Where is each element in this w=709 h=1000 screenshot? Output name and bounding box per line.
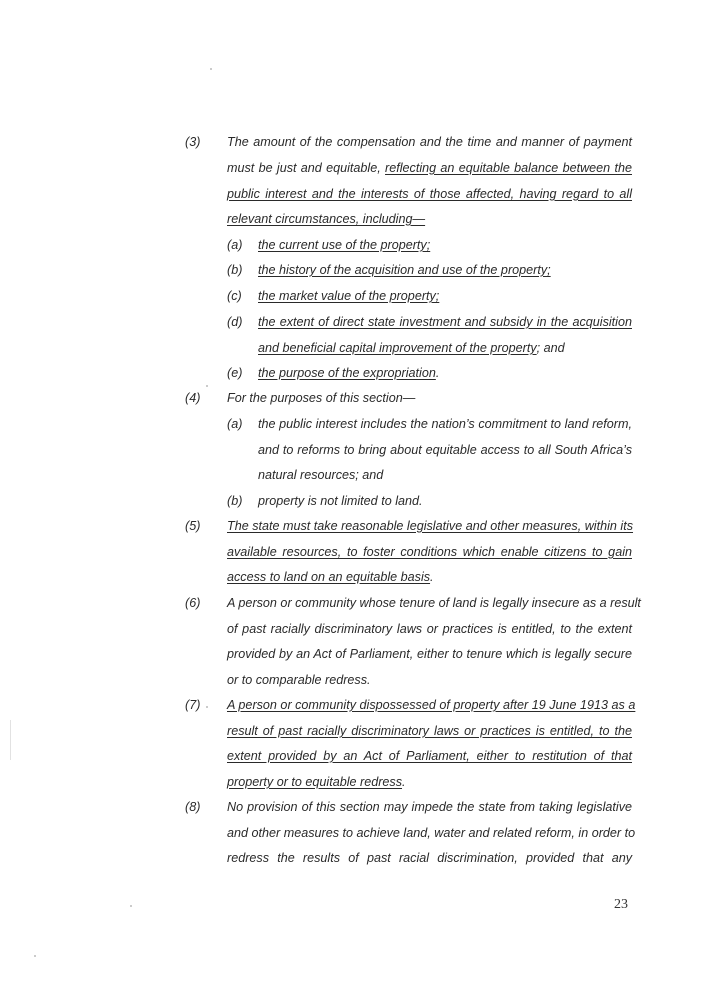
underlined-text: the market value of the property; xyxy=(258,289,440,303)
list-item: property is not limited to land. xyxy=(258,494,423,508)
item-marker: (a) xyxy=(227,417,243,431)
paragraph-line xyxy=(227,186,632,202)
item-marker: (b) xyxy=(227,494,243,508)
plain-text: ; and xyxy=(536,341,565,355)
underlined-text: the purpose of the expropriation xyxy=(258,366,436,380)
underlined-text: the current use of the property; xyxy=(258,238,431,252)
scan-speck xyxy=(130,905,132,907)
list-item: the public interest includes the nation’s commitment to land reform, xyxy=(258,417,632,431)
paragraph-line: redress the results of past racial discrimination, provided that any xyxy=(227,851,632,865)
paragraph-line: provided by an Act of Parliament, either to tenure which is legally secure xyxy=(227,647,632,661)
paragraph-line: A person or community whose tenure of land is legally insecure as a result xyxy=(227,596,641,610)
list-item xyxy=(258,314,632,330)
list-item-continuation: natural resources; and xyxy=(258,468,384,482)
section-number: (7) xyxy=(185,698,201,712)
plain-text: . xyxy=(435,366,440,380)
scan-speck xyxy=(206,385,208,387)
underlined-text: relevant circumstances, including— xyxy=(227,212,426,226)
paragraph-line xyxy=(227,748,632,764)
list-item-continuation xyxy=(258,340,565,356)
section-number: (6) xyxy=(185,596,201,610)
plain-text: must be just and equitable, xyxy=(227,161,386,175)
underlined-text: extent provided by an Act of Parliament, either to restitution of that xyxy=(227,749,632,763)
paragraph-line xyxy=(227,723,632,739)
paragraph-line xyxy=(227,211,425,227)
scan-speck xyxy=(34,955,36,957)
paragraph-line: and other measures to achieve land, water and related reform, in order to xyxy=(227,826,636,840)
underlined-text: access to land on an equitable basis xyxy=(227,570,431,584)
underlined-text: available resources, to foster conditions which enable citizens to gain xyxy=(227,545,632,559)
paragraph-line xyxy=(227,774,406,790)
paragraph-line xyxy=(227,518,632,534)
paragraph-line: or to comparable redress. xyxy=(227,673,371,687)
scan-speck xyxy=(210,68,212,70)
list-item-continuation: and to reforms to bring about equitable access to all South Africa’s xyxy=(258,443,632,457)
underlined-text: reflecting an equitable balance between the xyxy=(385,161,632,175)
scan-edge-mark xyxy=(10,720,11,760)
scan-speck xyxy=(206,706,208,708)
underlined-text: and beneficial capital improvement of the property xyxy=(258,341,537,355)
section-number: (4) xyxy=(185,391,201,405)
item-marker: (c) xyxy=(227,289,242,303)
item-marker: (e) xyxy=(227,366,243,380)
paragraph-line: of past racially discriminatory laws or practices is entitled, to the extent xyxy=(227,622,632,636)
underlined-text: A person or community dispossessed of property after 19 June 1913 as a xyxy=(227,698,636,712)
item-marker: (d) xyxy=(227,315,243,329)
paragraph-line xyxy=(227,697,636,713)
list-item xyxy=(258,237,430,253)
section-number: (3) xyxy=(185,135,201,149)
section-number: (5) xyxy=(185,519,201,533)
underlined-text: result of past racially discriminatory laws or practices is entitled, to the xyxy=(227,724,632,738)
section-number: (8) xyxy=(185,800,201,814)
underlined-text: the extent of direct state investment and subsidy in the acquisition xyxy=(258,315,632,329)
underlined-text: the history of the acquisition and use of the property; xyxy=(258,263,551,277)
paragraph-line: For the purposes of this section— xyxy=(227,391,416,405)
item-marker: (b) xyxy=(227,263,243,277)
underlined-text: property or to equitable redress xyxy=(227,775,403,789)
underlined-text: The state must take reasonable legislative and other measures, within its xyxy=(227,519,634,533)
underlined-text: public interest and the interests of those affected, having regard to all xyxy=(227,187,632,201)
paragraph-line xyxy=(227,160,632,176)
plain-text: . xyxy=(402,775,406,789)
paragraph-line: The amount of the compensation and the time and manner of payment xyxy=(227,135,632,149)
list-item xyxy=(258,288,439,304)
plain-text: . xyxy=(430,570,434,584)
page-number: 23 xyxy=(614,897,628,912)
item-marker: (a) xyxy=(227,238,243,252)
list-item xyxy=(258,365,439,381)
paragraph-line xyxy=(227,544,632,560)
paragraph-line xyxy=(227,569,434,585)
paragraph-line: No provision of this section may impede the state from taking legislative xyxy=(227,800,632,814)
list-item xyxy=(258,262,551,278)
